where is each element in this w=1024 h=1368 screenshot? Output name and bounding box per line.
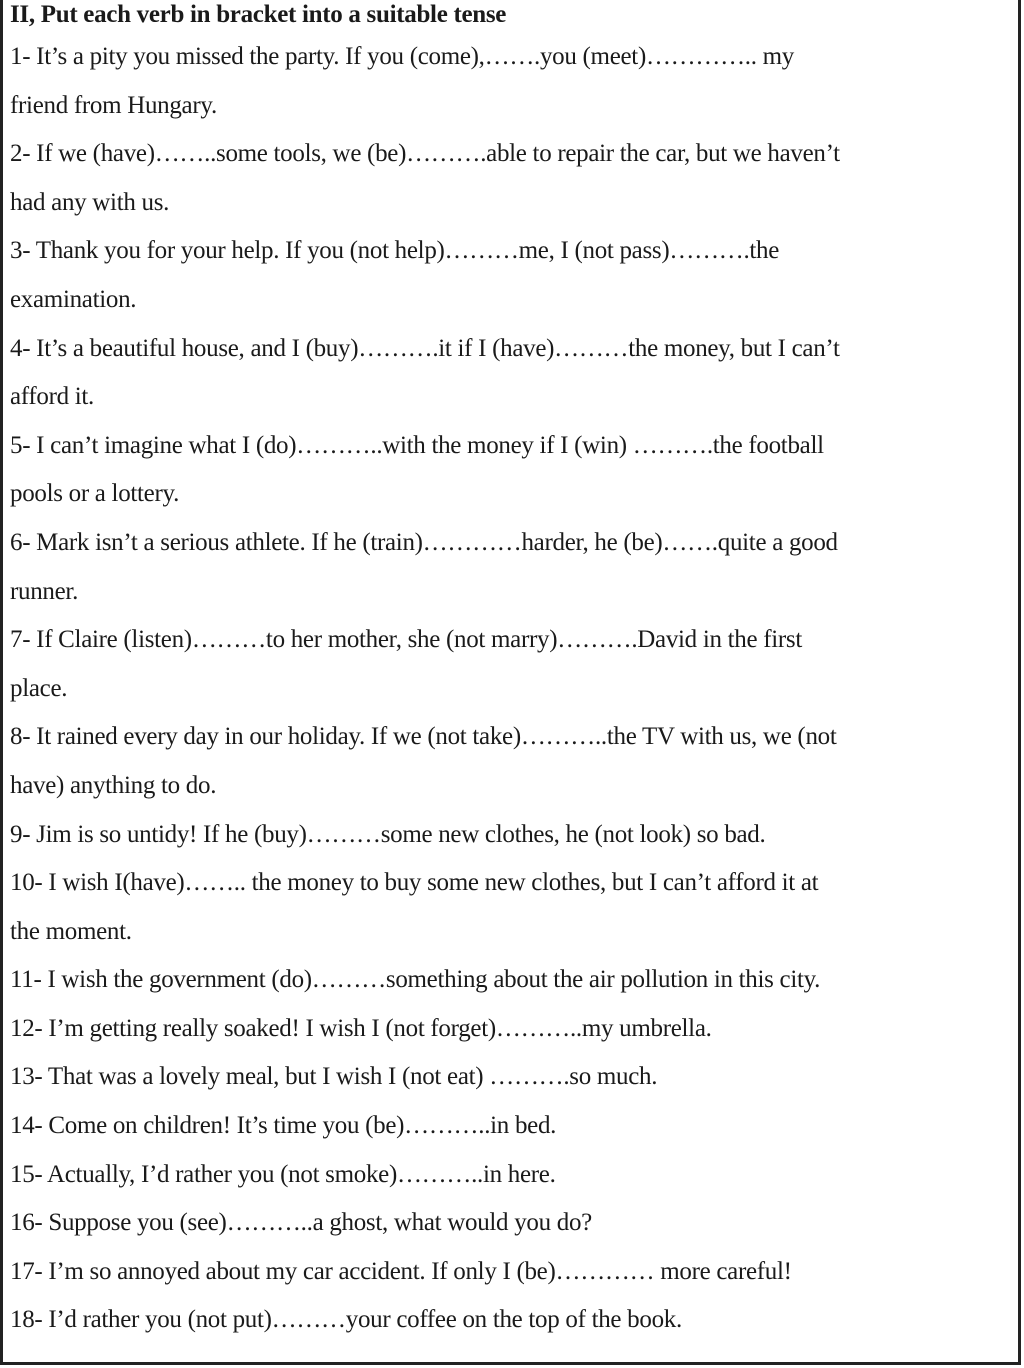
exercise-line: place. [10, 674, 68, 702]
exercise-line: 17- I’m so annoyed about my car accident. If only I (be)………… more careful! [10, 1257, 792, 1285]
exercise-line: 4- It’s a beautiful house, and I (buy)……….it if I (have)………the money, but I can’t [10, 334, 840, 362]
exercise-line: 18- I’d rather you (not put)………your coffee on the top of the book. [10, 1306, 682, 1334]
exercise-line: 5- I can’t imagine what I (do)………..with the money if I (win) ……….the football [10, 431, 824, 459]
exercise-line: 10- I wish I(have)…….. the money to buy some new clothes, but I can’t afford it at [10, 869, 819, 897]
exercise-line: 9- Jim is so untidy! If he (buy)………some new clothes, he (not look) so bad. [10, 820, 766, 848]
exercise-line: runner. [10, 577, 79, 605]
exercise-line: 11- I wish the government (do)………something about the air pollution in this city. [10, 966, 821, 994]
exercise-line: 13- That was a lovely meal, but I wish I (not eat) ……….so much. [10, 1063, 658, 1091]
exercise-line: 2- If we (have)……..some tools, we (be)……….able to repair the car, but we haven’t [10, 140, 840, 168]
exercise-line: pools or a lottery. [10, 480, 180, 508]
exercise-line: have) anything to do. [10, 771, 217, 799]
exercise-heading: II, Put each verb in bracket into a suitable tense [10, 1, 507, 28]
exercise-line: 8- It rained every day in our holiday. If we (not take)………..the TV with us, we (not [10, 723, 837, 751]
exercise-line: had any with us. [10, 188, 170, 216]
exercise-line: 16- Suppose you (see)………..a ghost, what would you do? [10, 1209, 592, 1237]
exercise-line: 15- Actually, I’d rather you (not smoke)………..in here. [10, 1160, 556, 1188]
exercise-line: afford it. [10, 383, 95, 411]
exercise-line: friend from Hungary. [10, 91, 217, 119]
exercise-line: the moment. [10, 917, 132, 945]
exercise-line: 12- I’m getting really soaked! I wish I (not forget)………..my umbrella. [10, 1014, 712, 1042]
exercise-line: 7- If Claire (listen)………to her mother, she (not marry)……….David in the first [10, 626, 802, 654]
worksheet-content [10, 0, 1010, 1345]
exercise-line: 3- Thank you for your help. If you (not help)………me, I (not pass)……….the [10, 237, 780, 265]
exercise-line: 1- It’s a pity you missed the party. If you (come),…….you (meet)………….. my [10, 43, 794, 70]
exercise-line: 6- Mark isn’t a serious athlete. If he (train)…………harder, he (be)…….quite a good [10, 528, 838, 556]
exercise-line: 14- Come on children! It’s time you (be)………..in bed. [10, 1112, 557, 1140]
exercise-line: examination. [10, 285, 137, 313]
